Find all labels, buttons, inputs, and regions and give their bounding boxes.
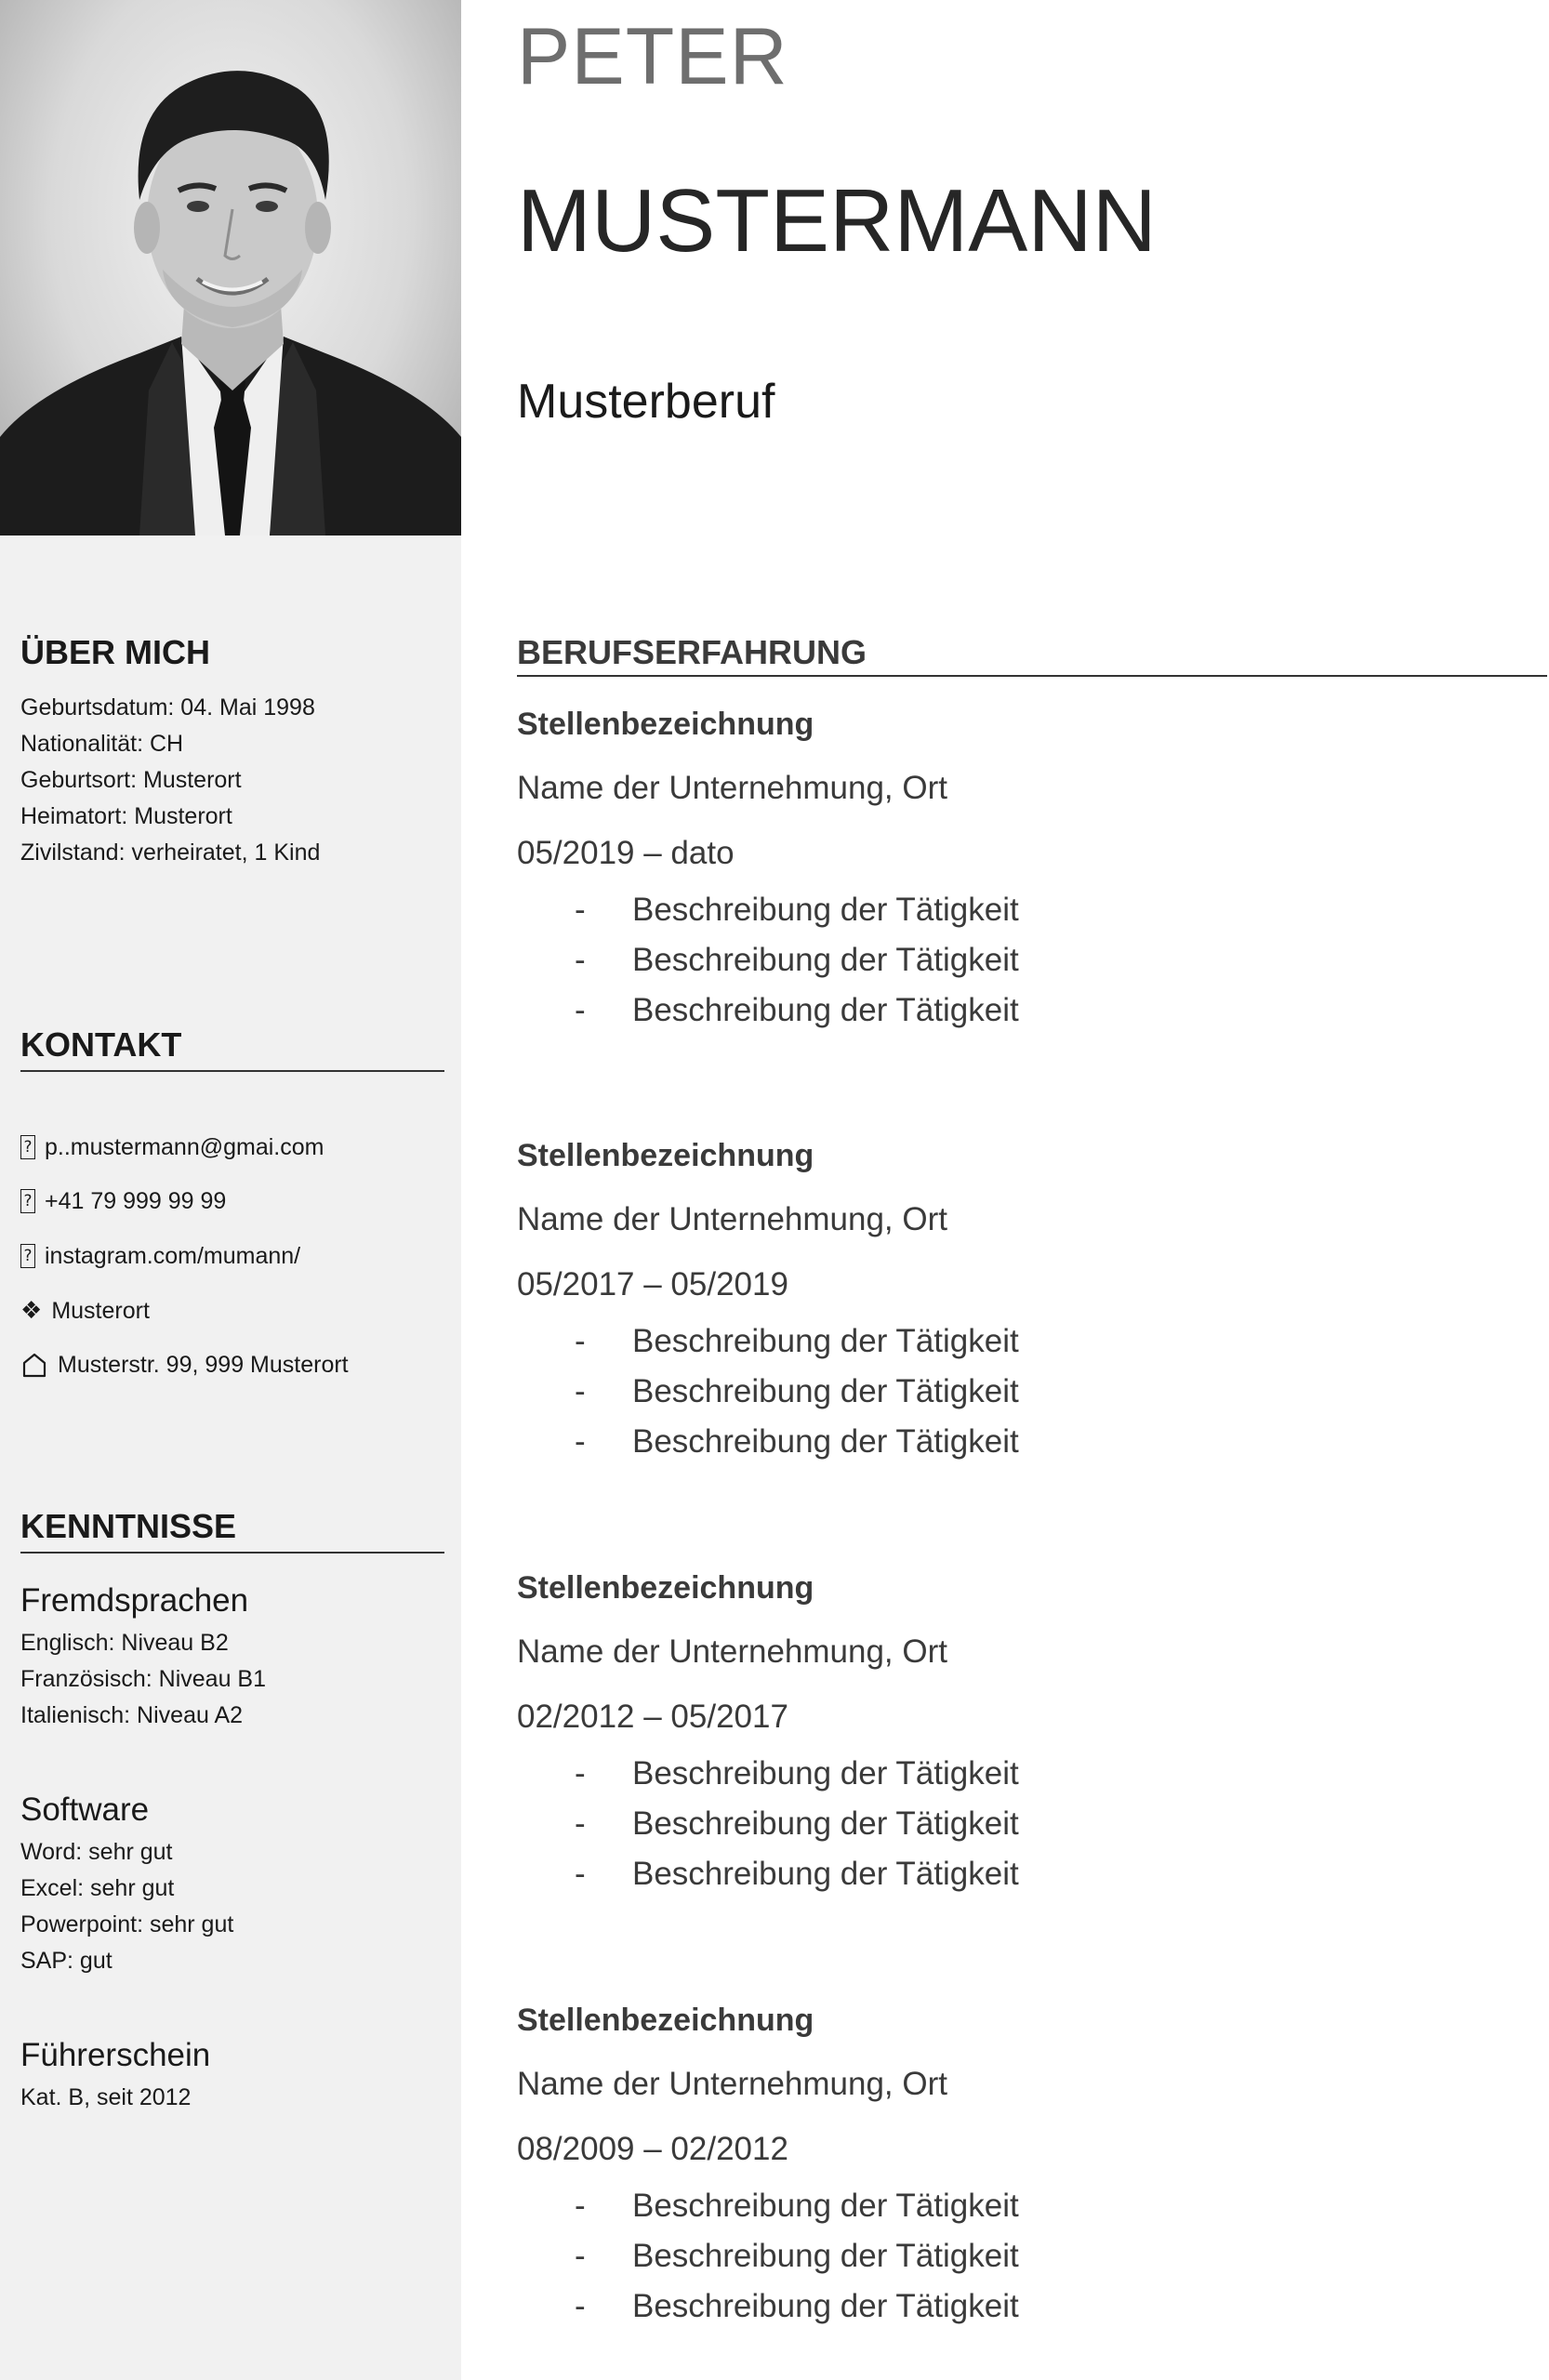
job-bullet-text: Beschreibung der Tätigkeit [632, 1423, 1019, 1460]
contact-location [20, 1292, 150, 1329]
language-item: Englisch: Niveau B2 [20, 1630, 229, 1656]
contact-phone[interactable] [20, 1183, 226, 1220]
bullet-dash: - [575, 892, 586, 928]
job-bullet [517, 2281, 1540, 2332]
job-bullet-text: Beschreibung der Tätigkeit [632, 1856, 1019, 1892]
job-bullet-text: Beschreibung der Tätigkeit [632, 892, 1019, 928]
job-position: Stellenbezeichnung [517, 707, 814, 742]
job-position: Stellenbezeichnung [517, 1138, 814, 1173]
bullet-dash: - [575, 1755, 586, 1792]
birthdate-line: Geburtsdatum: 04. Mai 1998 [20, 694, 315, 721]
software-list [20, 1834, 233, 1979]
job-position: Stellenbezeichnung [517, 1570, 814, 1606]
job-bullet [517, 1849, 1540, 1899]
license-item: Kat. B, seit 2012 [20, 2084, 192, 2110]
software-heading: Software [20, 1792, 150, 1828]
email-icon: ? [20, 1135, 35, 1159]
address-text: Musterstr. 99, 999 Musterort [58, 1351, 349, 1378]
skills-divider [20, 1552, 444, 1554]
phone-text: +41 79 999 99 99 [45, 1187, 227, 1214]
location-text: Musterort [51, 1297, 150, 1324]
job-company: Name der Unternehmung, Ort [517, 1201, 947, 1237]
job-bullet [517, 885, 1540, 935]
job-bullet-list [517, 885, 1540, 1036]
job-bullet-text: Beschreibung der Tätigkeit [632, 1805, 1019, 1842]
job-bullet [517, 2181, 1540, 2231]
job-bullet-text: Beschreibung der Tätigkeit [632, 942, 1019, 978]
instagram-text: instagram.com/mumann/ [45, 1242, 301, 1269]
contact-email[interactable] [20, 1129, 324, 1166]
bullet-dash: - [575, 1323, 586, 1359]
experience-divider [517, 675, 1547, 677]
job-bullet-text: Beschreibung der Tätigkeit [632, 1323, 1019, 1359]
bullet-dash: - [575, 992, 586, 1028]
software-item: Powerpoint: sehr gut [20, 1911, 234, 1937]
bullet-dash: - [575, 2188, 586, 2224]
job-entry [517, 708, 1540, 1036]
job-bullet-text: Beschreibung der Tätigkeit [632, 2288, 1019, 2324]
job-period: 02/2012 – 05/2017 [517, 1699, 788, 1735]
languages-heading: Fremdsprachen [20, 1582, 249, 1619]
marital-status-line: Zivilstand: verheiratet, 1 Kind [20, 840, 321, 866]
bullet-dash: - [575, 2288, 586, 2324]
about-details [20, 690, 320, 871]
bullet-dash: - [575, 1856, 586, 1892]
software-item: Excel: sehr gut [20, 1875, 175, 1901]
software-item: Word: sehr gut [20, 1839, 173, 1865]
contact-instagram[interactable] [20, 1237, 300, 1275]
job-entry [517, 1572, 1540, 1899]
instagram-icon: ? [20, 1244, 35, 1268]
job-title: Musterberuf [517, 375, 775, 429]
job-position: Stellenbezeichnung [517, 2003, 814, 2038]
job-period: 08/2009 – 02/2012 [517, 2131, 788, 2167]
location-icon: ❖ [20, 1297, 43, 1325]
job-bullet [517, 2231, 1540, 2281]
hometown-line: Heimatort: Musterort [20, 803, 232, 829]
job-bullet-text: Beschreibung der Tätigkeit [632, 992, 1019, 1028]
last-name: MUSTERMANN [517, 171, 1157, 271]
contact-divider [20, 1070, 444, 1072]
contact-address [20, 1346, 349, 1383]
job-bullet [517, 1417, 1540, 1467]
nationality-line: Nationalität: CH [20, 731, 184, 757]
job-bullet [517, 985, 1540, 1036]
job-entry [517, 2004, 1540, 2332]
job-company: Name der Unternehmung, Ort [517, 770, 947, 806]
job-period: 05/2019 – dato [517, 835, 735, 871]
job-bullet-list [517, 2181, 1540, 2332]
license-heading: Führerschein [20, 2037, 211, 2073]
home-icon [20, 1351, 48, 1379]
birthplace-line: Geburtsort: Musterort [20, 767, 242, 793]
language-item: Französisch: Niveau B1 [20, 1666, 267, 1692]
job-company: Name der Unternehmung, Ort [517, 1633, 947, 1670]
software-item: SAP: gut [20, 1948, 113, 1974]
skills-heading: KENNTNISSE [20, 1507, 237, 1545]
job-bullet [517, 1316, 1540, 1367]
languages-list [20, 1625, 266, 1734]
bullet-dash: - [575, 942, 586, 978]
bullet-dash: - [575, 2238, 586, 2274]
first-name: PETER [517, 12, 788, 101]
bullet-dash: - [575, 1805, 586, 1842]
bullet-dash: - [575, 1373, 586, 1409]
email-text: p..mustermann@gmai.com [45, 1133, 324, 1160]
experience-heading: BERUFSERFAHRUNG [517, 633, 867, 671]
about-heading: ÜBER MICH [20, 633, 210, 671]
contact-heading: KONTAKT [20, 1025, 182, 1064]
job-bullet-text: Beschreibung der Tätigkeit [632, 1373, 1019, 1409]
language-item: Italienisch: Niveau A2 [20, 1702, 244, 1728]
job-bullet [517, 1799, 1540, 1849]
job-bullet-list [517, 1749, 1540, 1899]
job-bullet [517, 935, 1540, 985]
job-bullet-list [517, 1316, 1540, 1467]
job-entry [517, 1140, 1540, 1467]
job-bullet [517, 1749, 1540, 1799]
job-bullet-text: Beschreibung der Tätigkeit [632, 1755, 1019, 1792]
job-period: 05/2017 – 05/2019 [517, 1266, 788, 1302]
license-list [20, 2080, 191, 2116]
profile-photo [0, 0, 461, 536]
job-bullet [517, 1367, 1540, 1417]
bullet-dash: - [575, 1423, 586, 1460]
job-company: Name der Unternehmung, Ort [517, 2066, 947, 2102]
job-bullet-text: Beschreibung der Tätigkeit [632, 2238, 1019, 2274]
job-bullet-text: Beschreibung der Tätigkeit [632, 2188, 1019, 2224]
phone-icon: ? [20, 1189, 35, 1213]
